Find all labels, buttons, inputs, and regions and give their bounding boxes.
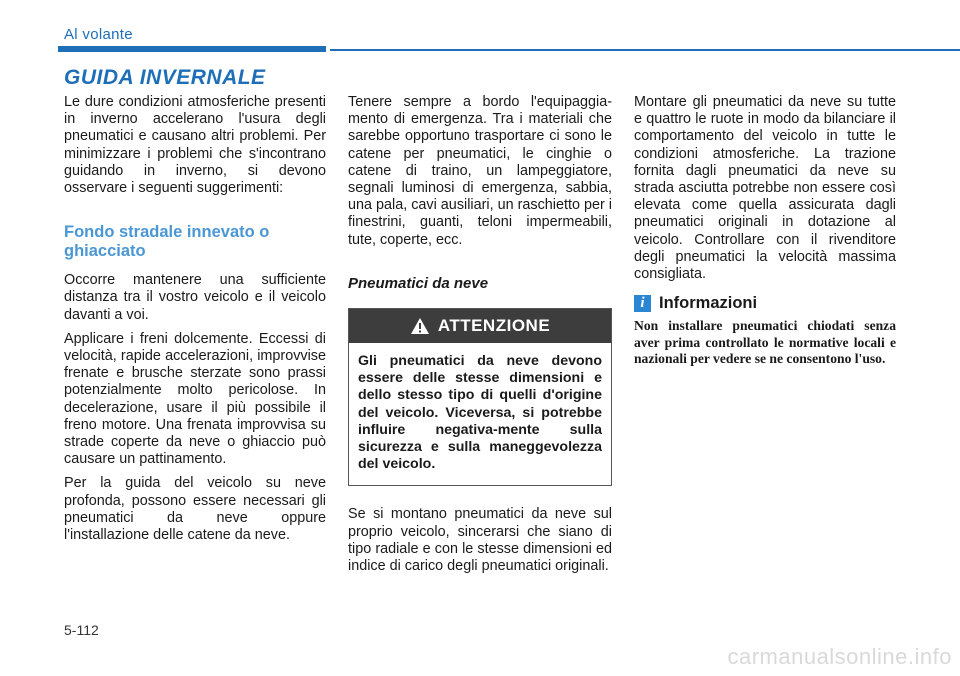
paragraph-emergency-kit: Tenere sempre a bordo l'equipaggia-mento di emergenza. Tra i materiali che sarebbe opportuno trasportare ci sono le catene per pneumatici, le cinghie o catene di traino, un lampeggiatore, segnali luminosi di emergenza, sabbia, una pala, cavi ausiliari, un raschietto per i finestrini, guanti, teloni impermeabili, tute, coperte, ecc. — [348, 94, 612, 248]
page-number: 5-112 — [64, 622, 99, 638]
info-text: Non installare pneumatici chiodati senza aver prima controllato le normative locali e nazionali per vedere se ne consentono l'uso. — [634, 318, 896, 367]
page-title: GUIDA INVERNALE — [64, 66, 266, 89]
intro-paragraph: Le dure condizioni atmosferiche presenti in inverno accelerano l'usura degli pneumatici e causano altri problemi. Per minimizzare i problemi che s'incontrano guidando in inverno, si devono osservare i seguenti suggerimenti: — [64, 94, 326, 197]
column-left — [64, 94, 326, 551]
info-header — [634, 295, 896, 312]
column-middle — [348, 94, 612, 582]
warning-box — [348, 308, 612, 486]
subheading-snow-tires: Pneumatici da neve — [348, 274, 489, 292]
info-icon: i — [634, 295, 651, 312]
subheading-snowy-road: Fondo stradale innevato o ghiacciato — [64, 223, 270, 261]
watermark: carmanualsonline.info — [727, 644, 952, 669]
warning-triangle-icon — [410, 317, 430, 335]
header-rule-thick — [58, 46, 326, 52]
warning-header — [349, 309, 611, 343]
paragraph-distance: Occorre mantenere una sufficiente distanza tra il vostro veicolo e il veicolo davanti a voi. — [64, 272, 326, 323]
column-right — [634, 94, 896, 368]
section-header: Al volante — [64, 26, 133, 43]
paragraph-radial-tires: Se si montano pneumatici da neve sul proprio veicolo, sincerarsi che siano di tipo radiale e con le stesse dimensioni ed indice di carico degli pneumatici originali. — [348, 506, 612, 575]
warning-title: ATTENZIONE — [437, 316, 551, 336]
paragraph-braking: Applicare i freni dolcemente. Eccessi di velocità, rapide accelerazioni, improvvise frenate e brusche sterzate sono prassi potenzialmente molto pericolose. In decelerazione, usare il più possibile il freno motore. Una frenata improvvisa su strade coperte da neve o ghiaccio può causare un pattinamento. — [64, 330, 326, 468]
paragraph-deep-snow: Per la guida del veicolo su neve profonda, possono essere necessari gli pneumatici da neve oppure l'installazione delle catene da neve. — [64, 475, 326, 544]
info-title: Informazioni — [659, 294, 758, 313]
warning-text: Gli pneumatici da neve devono essere delle stesse dimensioni e dello stesso tipo di quelli d'origine del veicolo. Viceversa, si potrebbe influire negativa-mente sulla sicurezza e sulla maneggevolezza del veicolo. — [358, 353, 602, 473]
paragraph-four-wheels: Montare gli pneumatici da neve su tutte e quattro le ruote in modo da bilanciare il comportamento del veicolo in tutte le condizioni atmosferiche. La trazione fornita dagli pneumatici da neve su strada asciutta potrebbe non essere così elevata come quella assicurata dagli pneumatici originali in dotazione al veicolo. Controllare con il rivenditore degli pneumatici la velocità massima consigliata. — [634, 94, 896, 283]
header-rule-thin — [330, 49, 960, 51]
